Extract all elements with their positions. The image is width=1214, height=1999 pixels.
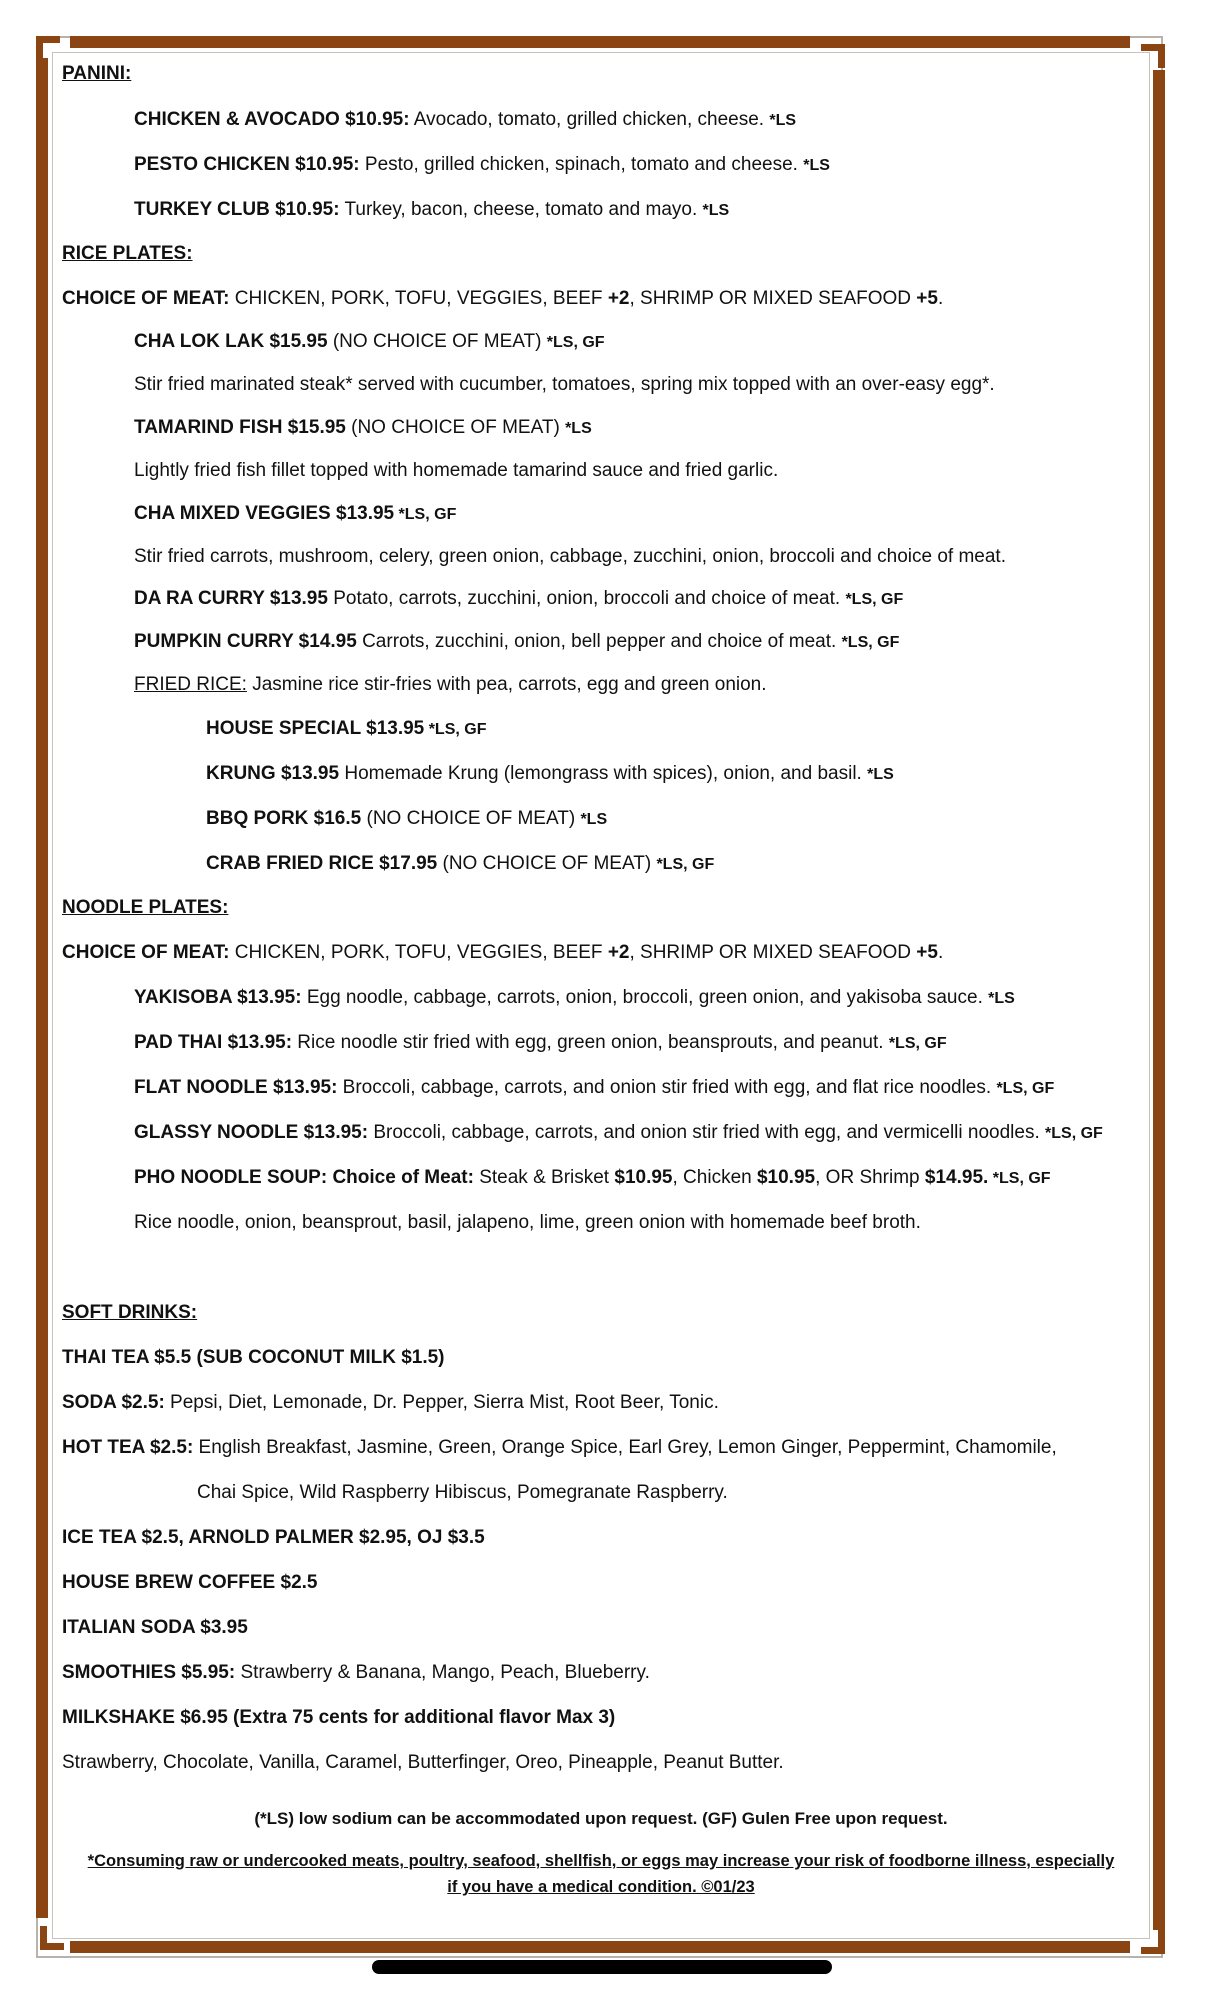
menu-item-desc: Lightly fried fish fillet topped with homemade tamarind sauce and fried garlic.: [134, 460, 779, 481]
drink-coffee: HOUSE BREW COFFEE $2.5: [62, 1572, 318, 1593]
menu-item-crab-fried-rice: CRAB FRIED RICE $17.95 (NO CHOICE OF MEAT) *LS, GF: [206, 853, 715, 874]
corner-top-left: [36, 36, 60, 60]
section-header-rice: RICE PLATES:: [62, 243, 193, 264]
menu-item-da-ra-curry: DA RA CURRY $13.95 Potato, carrots, zucchini, onion, broccoli and choice of meat. *LS, GF: [134, 588, 904, 609]
noodle-choice-of-meat: CHOICE OF MEAT: CHICKEN, PORK, TOFU, VEGGIES, BEEF +2, SHRIMP OR MIXED SEAFOOD +5.: [62, 942, 944, 963]
menu-item-pesto-chicken: PESTO CHICKEN $10.95: Pesto, grilled chicken, spinach, tomato and cheese. *LS: [134, 154, 830, 175]
corner-bottom-right: [1141, 1930, 1165, 1954]
drink-italian-soda: ITALIAN SODA $3.95: [62, 1617, 248, 1638]
menu-item-flat-noodle: FLAT NOODLE $13.95: Broccoli, cabbage, carrots, and onion stir fried with egg, and flat rice noodles. *LS, GF: [134, 1077, 1055, 1098]
drink-milkshake: MILKSHAKE $6.95 (Extra 75 cents for additional flavor Max 3): [62, 1707, 616, 1728]
rice-choice-of-meat: CHOICE OF MEAT: CHICKEN, PORK, TOFU, VEGGIES, BEEF +2, SHRIMP OR MIXED SEAFOOD +5.: [62, 288, 944, 309]
section-header-drinks: SOFT DRINKS:: [62, 1302, 198, 1323]
menu-item-chicken-avocado: CHICKEN & AVOCADO $10.95: Avocado, tomato, grilled chicken, cheese. *LS: [134, 109, 797, 130]
drink-thai-tea: THAI TEA $5.5 (SUB COCONUT MILK $1.5): [62, 1347, 445, 1368]
fried-rice-header: FRIED RICE: Jasmine rice stir-fries with pea, carrots, egg and green onion.: [134, 674, 767, 695]
menu-item-glassy-noodle: GLASSY NOODLE $13.95: Broccoli, cabbage, carrots, and onion stir fried with egg, and vermicelli noodles. *LS, GF: [134, 1122, 1103, 1143]
menu-item-cha-mixed-veggies: CHA MIXED VEGGIES $13.95 *LS, GF: [134, 503, 457, 524]
footnote-warning: *Consuming raw or undercooked meats, poultry, seafood, shellfish, or eggs may increase your risk of foodborne illness, especially: [87, 1852, 1115, 1870]
menu-item-pumpkin-curry: PUMPKIN CURRY $14.95 Carrots, zucchini, onion, bell pepper and choice of meat. *LS, GF: [134, 631, 900, 652]
drink-ice-tea: ICE TEA $2.5, ARNOLD PALMER $2.95, OJ $3.5: [62, 1527, 485, 1548]
section-header-noodle: NOODLE PLATES:: [62, 897, 229, 918]
menu-item-pad-thai: PAD THAI $13.95: Rice noodle stir fried with egg, green onion, beansprouts, and peanut. *LS, GF: [134, 1032, 947, 1053]
menu-item-desc: Stir fried marinated steak* served with cucumber, tomatoes, spring mix topped with an over-easy egg*.: [134, 374, 995, 395]
drink-smoothies: SMOOTHIES $5.95: Strawberry & Banana, Mango, Peach, Blueberry.: [62, 1662, 650, 1683]
border-top: [70, 36, 1130, 48]
drink-hot-tea: HOT TEA $2.5: English Breakfast, Jasmine, Green, Orange Spice, Earl Grey, Lemon Ginger, Peppermint, Chamomile,: [62, 1437, 1057, 1458]
menu-item-yakisoba: YAKISOBA $13.95: Egg noodle, cabbage, carrots, onion, broccoli, green onion, and yakisoba sauce. *LS: [134, 987, 1015, 1008]
border-left: [36, 58, 48, 1918]
menu-item-krung: KRUNG $13.95 Homemade Krung (lemongrass with spices), onion, and basil. *LS: [206, 763, 894, 784]
home-indicator-bar[interactable]: [372, 1960, 832, 1974]
drink-hot-tea-cont: Chai Spice, Wild Raspberry Hibiscus, Pomegranate Raspberry.: [197, 1482, 728, 1503]
footnote-ls-gf: (*LS) low sodium can be accommodated upon request. (GF) Gulen Free upon request.: [254, 1809, 948, 1828]
corner-top-right: [1141, 44, 1165, 68]
border-right: [1153, 70, 1165, 1930]
border-bottom: [70, 1941, 1130, 1953]
menu-item-desc: Rice noodle, onion, beansprout, basil, jalapeno, lime, green onion with homemade beef broth.: [134, 1212, 921, 1233]
menu-item-desc: Stir fried carrots, mushroom, celery, green onion, cabbage, zucchini, onion, broccoli and choice of meat.: [134, 546, 1006, 567]
menu-item-tamarind-fish: TAMARIND FISH $15.95 (NO CHOICE OF MEAT) *LS: [134, 417, 592, 438]
menu-item-house-special: HOUSE SPECIAL $13.95 *LS, GF: [206, 718, 487, 739]
menu-item-bbq-pork: BBQ PORK $16.5 (NO CHOICE OF MEAT) *LS: [206, 808, 608, 829]
section-header-panini: PANINI:: [62, 63, 132, 84]
corner-bottom-left: [40, 1926, 64, 1950]
footnote-warning-cont: if you have a medical condition. ©01/23: [447, 1878, 755, 1896]
menu-item-turkey-club: TURKEY CLUB $10.95: Turkey, bacon, cheese, tomato and mayo. *LS: [134, 199, 730, 220]
drink-milkshake-flavors: Strawberry, Chocolate, Vanilla, Caramel, Butterfinger, Oreo, Pineapple, Peanut Butter.: [62, 1752, 784, 1773]
drink-soda: SODA $2.5: Pepsi, Diet, Lemonade, Dr. Pepper, Sierra Mist, Root Beer, Tonic.: [62, 1392, 719, 1413]
menu-item-pho: PHO NOODLE SOUP: Choice of Meat: Steak & Brisket $10.95, Chicken $10.95, OR Shrimp $14.95. *LS, GF: [134, 1167, 1051, 1188]
menu-item-cha-lok-lak: CHA LOK LAK $15.95 (NO CHOICE OF MEAT) *LS, GF: [134, 331, 605, 352]
